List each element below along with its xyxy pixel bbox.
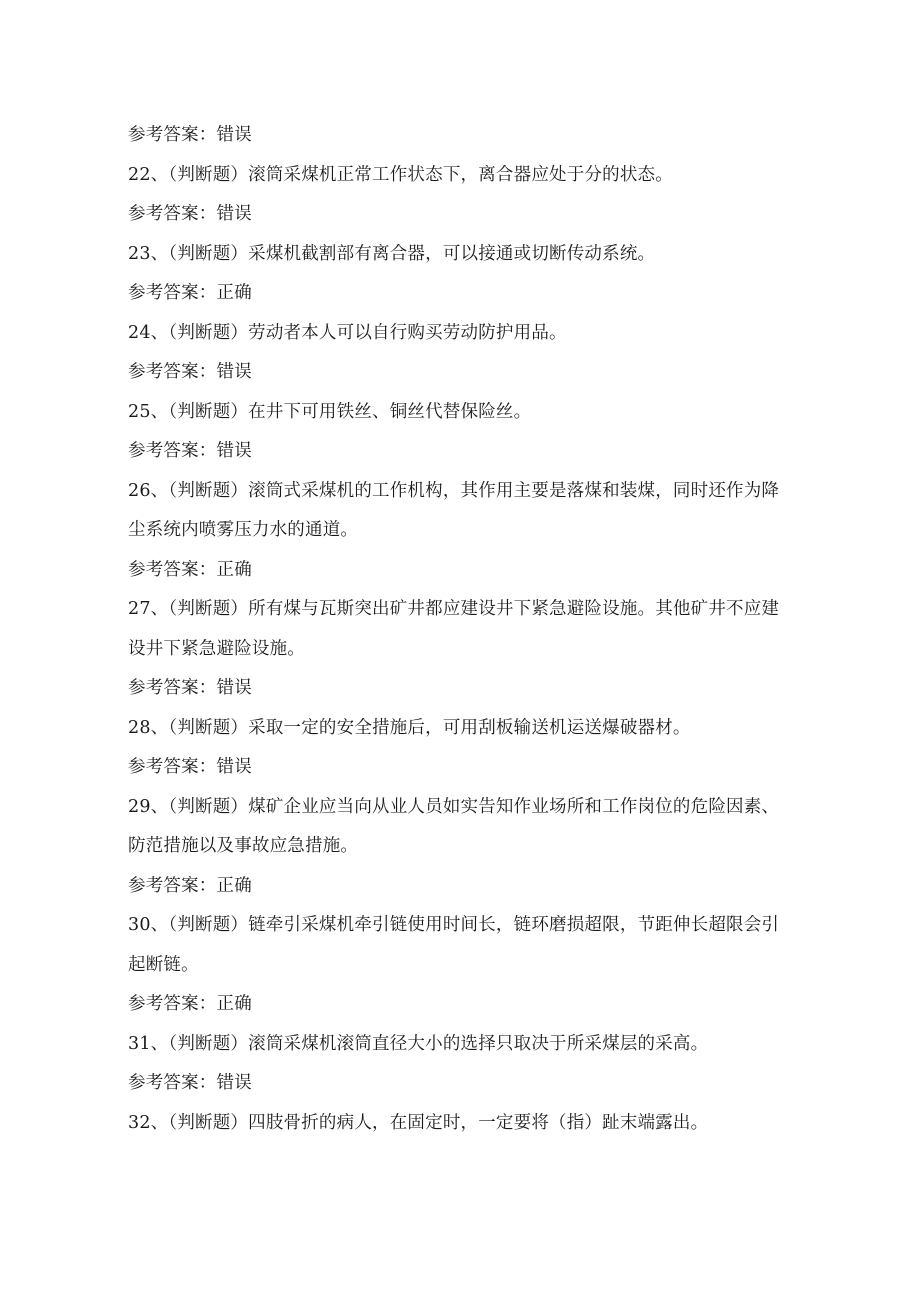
question-line: 22、（判断题）滚筒采煤机正常工作状态下，离合器应处于分的状态。 <box>128 164 673 185</box>
answer-line: 参考答案：错误 <box>128 441 252 461</box>
answer-line: 参考答案：正确 <box>128 994 252 1014</box>
question-line: 29、（判断题）煤矿企业应当向从业人员如实告知作业场所和工作岗位的危险因素、防范措施以及事故应急措施。 <box>128 796 780 856</box>
question-line: 28、（判断题）采取一定的安全措施后，可用刮板输送机运送爆破器材。 <box>128 717 691 738</box>
answer-line: 参考答案：错误 <box>128 757 252 777</box>
question-line: 30、（判断题）链牵引采煤机牵引链使用时间长，链环磨损超限，节距伸长超限会引起断链。 <box>128 915 780 975</box>
answer-line: 参考答案：正确 <box>128 283 252 303</box>
answer-line: 参考答案：正确 <box>128 875 252 896</box>
question-line: 25、（判断题）在井下可用铁丝、铜丝代替保险丝。 <box>128 401 532 422</box>
answer-line: 参考答案：错误 <box>128 1073 252 1093</box>
answer-line: 参考答案：错误 <box>128 125 252 145</box>
question-line: 26、（判断题）滚筒式采煤机的工作机构，其作用主要是落煤和装煤，同时还作为降尘系统内喷雾压力水的通道。 <box>128 480 780 540</box>
question-line: 23、（判断题）采煤机截割部有离合器，可以接通或切断传动系统。 <box>128 243 656 264</box>
question-line: 27、（判断题）所有煤与瓦斯突出矿井都应建设井下紧急避险设施。其他矿井不应建设井下紧急避险设施。 <box>128 599 780 659</box>
answer-line: 参考答案：错误 <box>128 204 252 224</box>
answer-line: 参考答案：错误 <box>128 362 252 382</box>
question-line: 32、（判断题）四肢骨折的病人，在固定时，一定要将（指）趾末端露出。 <box>128 1112 709 1133</box>
answer-line: 参考答案：正确 <box>128 559 252 580</box>
answer-line: 参考答案：错误 <box>128 678 252 698</box>
question-line: 31、（判断题）滚筒采煤机滚筒直径大小的选择只取决于所采煤层的采高。 <box>128 1033 709 1054</box>
question-line: 24、（判断题）劳动者本人可以自行购买劳动防护用品。 <box>128 322 567 343</box>
question-list <box>128 116 793 1143</box>
